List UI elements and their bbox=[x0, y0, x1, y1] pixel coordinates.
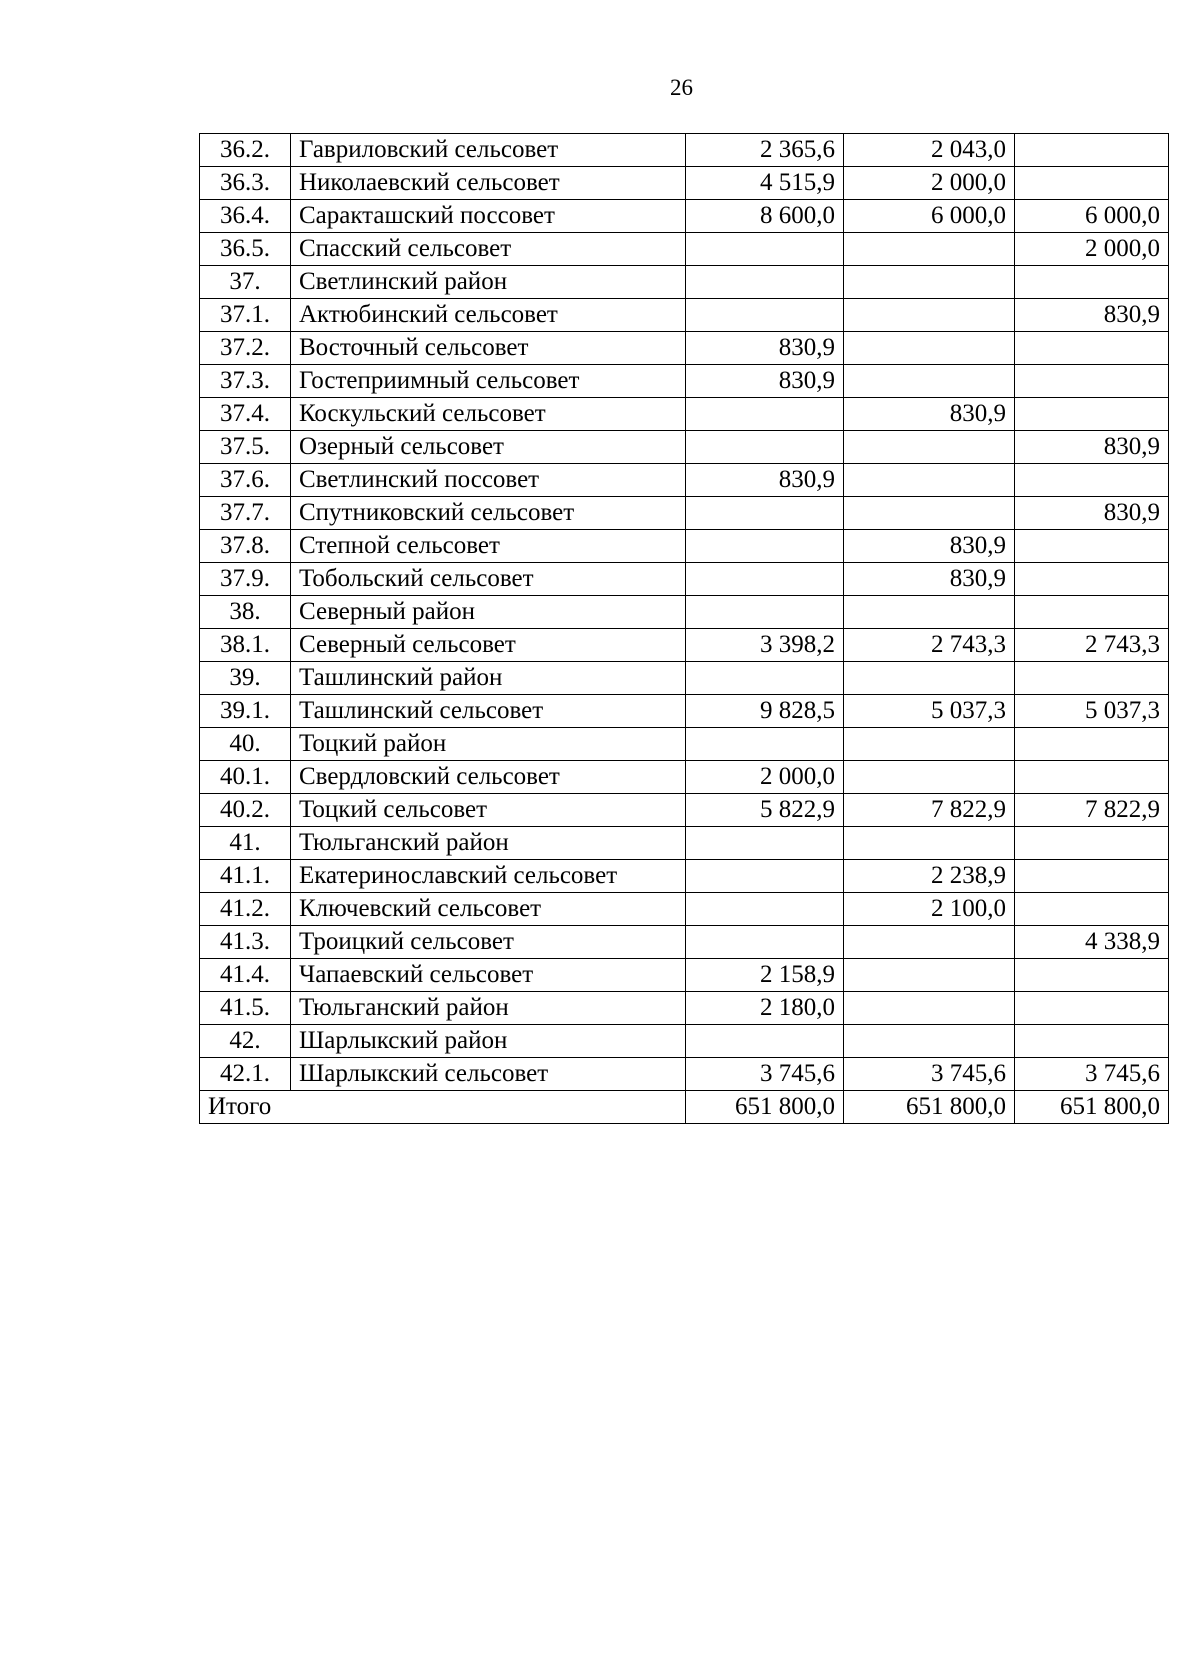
table-row bbox=[200, 398, 1169, 431]
value-col-2 bbox=[844, 827, 1015, 860]
value-col-3: 2 000,0 bbox=[1015, 233, 1169, 266]
value-col-3: 2 743,3 bbox=[1015, 629, 1169, 662]
table-row bbox=[200, 794, 1169, 827]
row-number: 38.1. bbox=[200, 629, 291, 662]
row-number: 37.1. bbox=[200, 299, 291, 332]
table-row bbox=[200, 530, 1169, 563]
value-col-3 bbox=[1015, 332, 1169, 365]
value-col-3 bbox=[1015, 398, 1169, 431]
municipality-name: Степной сельсовет bbox=[291, 530, 686, 563]
row-number: 36.5. bbox=[200, 233, 291, 266]
value-col-2 bbox=[844, 266, 1015, 299]
table-row bbox=[200, 563, 1169, 596]
page-number: 26 bbox=[670, 75, 693, 100]
total-value-col-1: 651 800,0 bbox=[686, 1091, 844, 1124]
value-col-2: 2 743,3 bbox=[844, 629, 1015, 662]
row-number: 40.1. bbox=[200, 761, 291, 794]
value-col-1 bbox=[686, 266, 844, 299]
value-col-2 bbox=[844, 332, 1015, 365]
value-col-2 bbox=[844, 365, 1015, 398]
value-col-1: 9 828,5 bbox=[686, 695, 844, 728]
row-number: 37.7. bbox=[200, 497, 291, 530]
total-value-col-3: 651 800,0 bbox=[1015, 1091, 1169, 1124]
table-row bbox=[200, 1025, 1169, 1058]
table-row bbox=[200, 728, 1169, 761]
value-col-2 bbox=[844, 1025, 1015, 1058]
value-col-3: 830,9 bbox=[1015, 431, 1169, 464]
value-col-1: 4 515,9 bbox=[686, 167, 844, 200]
row-number: 41.4. bbox=[200, 959, 291, 992]
value-col-1: 830,9 bbox=[686, 332, 844, 365]
value-col-1 bbox=[686, 662, 844, 695]
municipality-name: Тюльганский район bbox=[291, 992, 686, 1025]
value-col-3 bbox=[1015, 1025, 1169, 1058]
value-col-2: 2 238,9 bbox=[844, 860, 1015, 893]
municipality-name: Гавриловский сельсовет bbox=[291, 134, 686, 167]
row-number: 37.3. bbox=[200, 365, 291, 398]
municipality-name: Спасский сельсовет bbox=[291, 233, 686, 266]
value-col-3 bbox=[1015, 530, 1169, 563]
municipality-name: Тюльганский район bbox=[291, 827, 686, 860]
value-col-1: 3 745,6 bbox=[686, 1058, 844, 1091]
value-col-1: 3 398,2 bbox=[686, 629, 844, 662]
value-col-1 bbox=[686, 497, 844, 530]
value-col-2 bbox=[844, 233, 1015, 266]
municipality-name: Шарлыкский район bbox=[291, 1025, 686, 1058]
value-col-2 bbox=[844, 497, 1015, 530]
row-number: 40.2. bbox=[200, 794, 291, 827]
row-number: 37.9. bbox=[200, 563, 291, 596]
value-col-2 bbox=[844, 464, 1015, 497]
table-row bbox=[200, 464, 1169, 497]
value-col-2: 830,9 bbox=[844, 398, 1015, 431]
row-number: 41.5. bbox=[200, 992, 291, 1025]
municipality-name: Тобольский сельсовет bbox=[291, 563, 686, 596]
value-col-2 bbox=[844, 431, 1015, 464]
municipality-name: Саракташский поссовет bbox=[291, 200, 686, 233]
value-col-3 bbox=[1015, 662, 1169, 695]
value-col-3: 5 037,3 bbox=[1015, 695, 1169, 728]
value-col-3 bbox=[1015, 827, 1169, 860]
row-number: 41.3. bbox=[200, 926, 291, 959]
value-col-2: 7 822,9 bbox=[844, 794, 1015, 827]
value-col-3 bbox=[1015, 266, 1169, 299]
row-number: 40. bbox=[200, 728, 291, 761]
value-col-1 bbox=[686, 926, 844, 959]
table-row bbox=[200, 761, 1169, 794]
value-col-3 bbox=[1015, 761, 1169, 794]
value-col-3 bbox=[1015, 728, 1169, 761]
row-number: 41.2. bbox=[200, 893, 291, 926]
row-number: 36.2. bbox=[200, 134, 291, 167]
value-col-3: 830,9 bbox=[1015, 497, 1169, 530]
row-number: 36.3. bbox=[200, 167, 291, 200]
value-col-3 bbox=[1015, 893, 1169, 926]
table-row bbox=[200, 266, 1169, 299]
value-col-2: 2 100,0 bbox=[844, 893, 1015, 926]
value-col-2 bbox=[844, 926, 1015, 959]
value-col-3: 830,9 bbox=[1015, 299, 1169, 332]
value-col-1 bbox=[686, 530, 844, 563]
table-row bbox=[200, 167, 1169, 200]
value-col-1: 830,9 bbox=[686, 464, 844, 497]
row-number: 38. bbox=[200, 596, 291, 629]
municipality-name: Коскульский сельсовет bbox=[291, 398, 686, 431]
table-row bbox=[200, 134, 1169, 167]
table-row bbox=[200, 332, 1169, 365]
municipality-name: Озерный сельсовет bbox=[291, 431, 686, 464]
table-row bbox=[200, 431, 1169, 464]
value-col-2 bbox=[844, 992, 1015, 1025]
value-col-3 bbox=[1015, 959, 1169, 992]
value-col-1: 2 000,0 bbox=[686, 761, 844, 794]
value-col-1: 8 600,0 bbox=[686, 200, 844, 233]
municipality-name: Гостеприимный сельсовет bbox=[291, 365, 686, 398]
municipality-name: Актюбинский сельсовет bbox=[291, 299, 686, 332]
value-col-3: 4 338,9 bbox=[1015, 926, 1169, 959]
table-row bbox=[200, 629, 1169, 662]
row-number: 37.6. bbox=[200, 464, 291, 497]
value-col-1 bbox=[686, 299, 844, 332]
value-col-1: 2 365,6 bbox=[686, 134, 844, 167]
table-row bbox=[200, 596, 1169, 629]
table-row bbox=[200, 926, 1169, 959]
value-col-3 bbox=[1015, 563, 1169, 596]
row-number: 39.1. bbox=[200, 695, 291, 728]
row-number: 37.2. bbox=[200, 332, 291, 365]
municipality-name: Троицкий сельсовет bbox=[291, 926, 686, 959]
table-body bbox=[200, 134, 1169, 1124]
row-number: 41. bbox=[200, 827, 291, 860]
value-col-1: 5 822,9 bbox=[686, 794, 844, 827]
row-number: 41.1. bbox=[200, 860, 291, 893]
total-value-col-2: 651 800,0 bbox=[844, 1091, 1015, 1124]
row-number: 37.4. bbox=[200, 398, 291, 431]
value-col-2: 830,9 bbox=[844, 563, 1015, 596]
value-col-1 bbox=[686, 827, 844, 860]
value-col-3: 6 000,0 bbox=[1015, 200, 1169, 233]
total-label: Итого bbox=[200, 1091, 686, 1124]
municipality-name: Светлинский район bbox=[291, 266, 686, 299]
value-col-1 bbox=[686, 1025, 844, 1058]
table-row bbox=[200, 365, 1169, 398]
value-col-2 bbox=[844, 761, 1015, 794]
value-col-2 bbox=[844, 662, 1015, 695]
value-col-2: 5 037,3 bbox=[844, 695, 1015, 728]
value-col-1: 2 158,9 bbox=[686, 959, 844, 992]
value-col-1 bbox=[686, 431, 844, 464]
value-col-2 bbox=[844, 959, 1015, 992]
value-col-2: 6 000,0 bbox=[844, 200, 1015, 233]
value-col-1 bbox=[686, 596, 844, 629]
municipality-name: Северный сельсовет bbox=[291, 629, 686, 662]
value-col-3: 3 745,6 bbox=[1015, 1058, 1169, 1091]
table-row bbox=[200, 233, 1169, 266]
value-col-3 bbox=[1015, 860, 1169, 893]
value-col-3 bbox=[1015, 167, 1169, 200]
row-number: 36.4. bbox=[200, 200, 291, 233]
table-row bbox=[200, 1058, 1169, 1091]
municipality-name: Восточный сельсовет bbox=[291, 332, 686, 365]
municipality-name: Спутниковский сельсовет bbox=[291, 497, 686, 530]
municipality-name: Свердловский сельсовет bbox=[291, 761, 686, 794]
table-row bbox=[200, 695, 1169, 728]
row-number: 37.8. bbox=[200, 530, 291, 563]
value-col-3 bbox=[1015, 464, 1169, 497]
allocation-table bbox=[199, 133, 1169, 1124]
municipality-name: Ташлинский район bbox=[291, 662, 686, 695]
row-number: 37. bbox=[200, 266, 291, 299]
municipality-name: Екатеринославский сельсовет bbox=[291, 860, 686, 893]
municipality-name: Тоцкий сельсовет bbox=[291, 794, 686, 827]
value-col-3 bbox=[1015, 134, 1169, 167]
value-col-1: 830,9 bbox=[686, 365, 844, 398]
table-row bbox=[200, 992, 1169, 1025]
value-col-3 bbox=[1015, 365, 1169, 398]
municipality-name: Шарлыкский сельсовет bbox=[291, 1058, 686, 1091]
municipality-name: Николаевский сельсовет bbox=[291, 167, 686, 200]
value-col-2: 2 000,0 bbox=[844, 167, 1015, 200]
table-row bbox=[200, 662, 1169, 695]
municipality-name: Чапаевский сельсовет bbox=[291, 959, 686, 992]
row-number: 42.1. bbox=[200, 1058, 291, 1091]
value-col-1 bbox=[686, 563, 844, 596]
value-col-1: 2 180,0 bbox=[686, 992, 844, 1025]
municipality-name: Светлинский поссовет bbox=[291, 464, 686, 497]
value-col-1 bbox=[686, 233, 844, 266]
total-row bbox=[200, 1091, 1169, 1124]
table-row bbox=[200, 893, 1169, 926]
municipality-name: Тоцкий район bbox=[291, 728, 686, 761]
value-col-3: 7 822,9 bbox=[1015, 794, 1169, 827]
row-number: 37.5. bbox=[200, 431, 291, 464]
municipality-name: Ключевский сельсовет bbox=[291, 893, 686, 926]
value-col-2 bbox=[844, 299, 1015, 332]
value-col-2: 3 745,6 bbox=[844, 1058, 1015, 1091]
table-row bbox=[200, 299, 1169, 332]
table-row bbox=[200, 827, 1169, 860]
value-col-2: 2 043,0 bbox=[844, 134, 1015, 167]
table-row bbox=[200, 200, 1169, 233]
value-col-2 bbox=[844, 728, 1015, 761]
value-col-3 bbox=[1015, 992, 1169, 1025]
municipality-name: Ташлинский сельсовет bbox=[291, 695, 686, 728]
municipality-name: Северный район bbox=[291, 596, 686, 629]
value-col-3 bbox=[1015, 596, 1169, 629]
value-col-1 bbox=[686, 893, 844, 926]
table-row bbox=[200, 959, 1169, 992]
table-row bbox=[200, 497, 1169, 530]
value-col-1 bbox=[686, 860, 844, 893]
table-row bbox=[200, 860, 1169, 893]
value-col-2 bbox=[844, 596, 1015, 629]
row-number: 39. bbox=[200, 662, 291, 695]
value-col-2: 830,9 bbox=[844, 530, 1015, 563]
value-col-1 bbox=[686, 398, 844, 431]
row-number: 42. bbox=[200, 1025, 291, 1058]
value-col-1 bbox=[686, 728, 844, 761]
